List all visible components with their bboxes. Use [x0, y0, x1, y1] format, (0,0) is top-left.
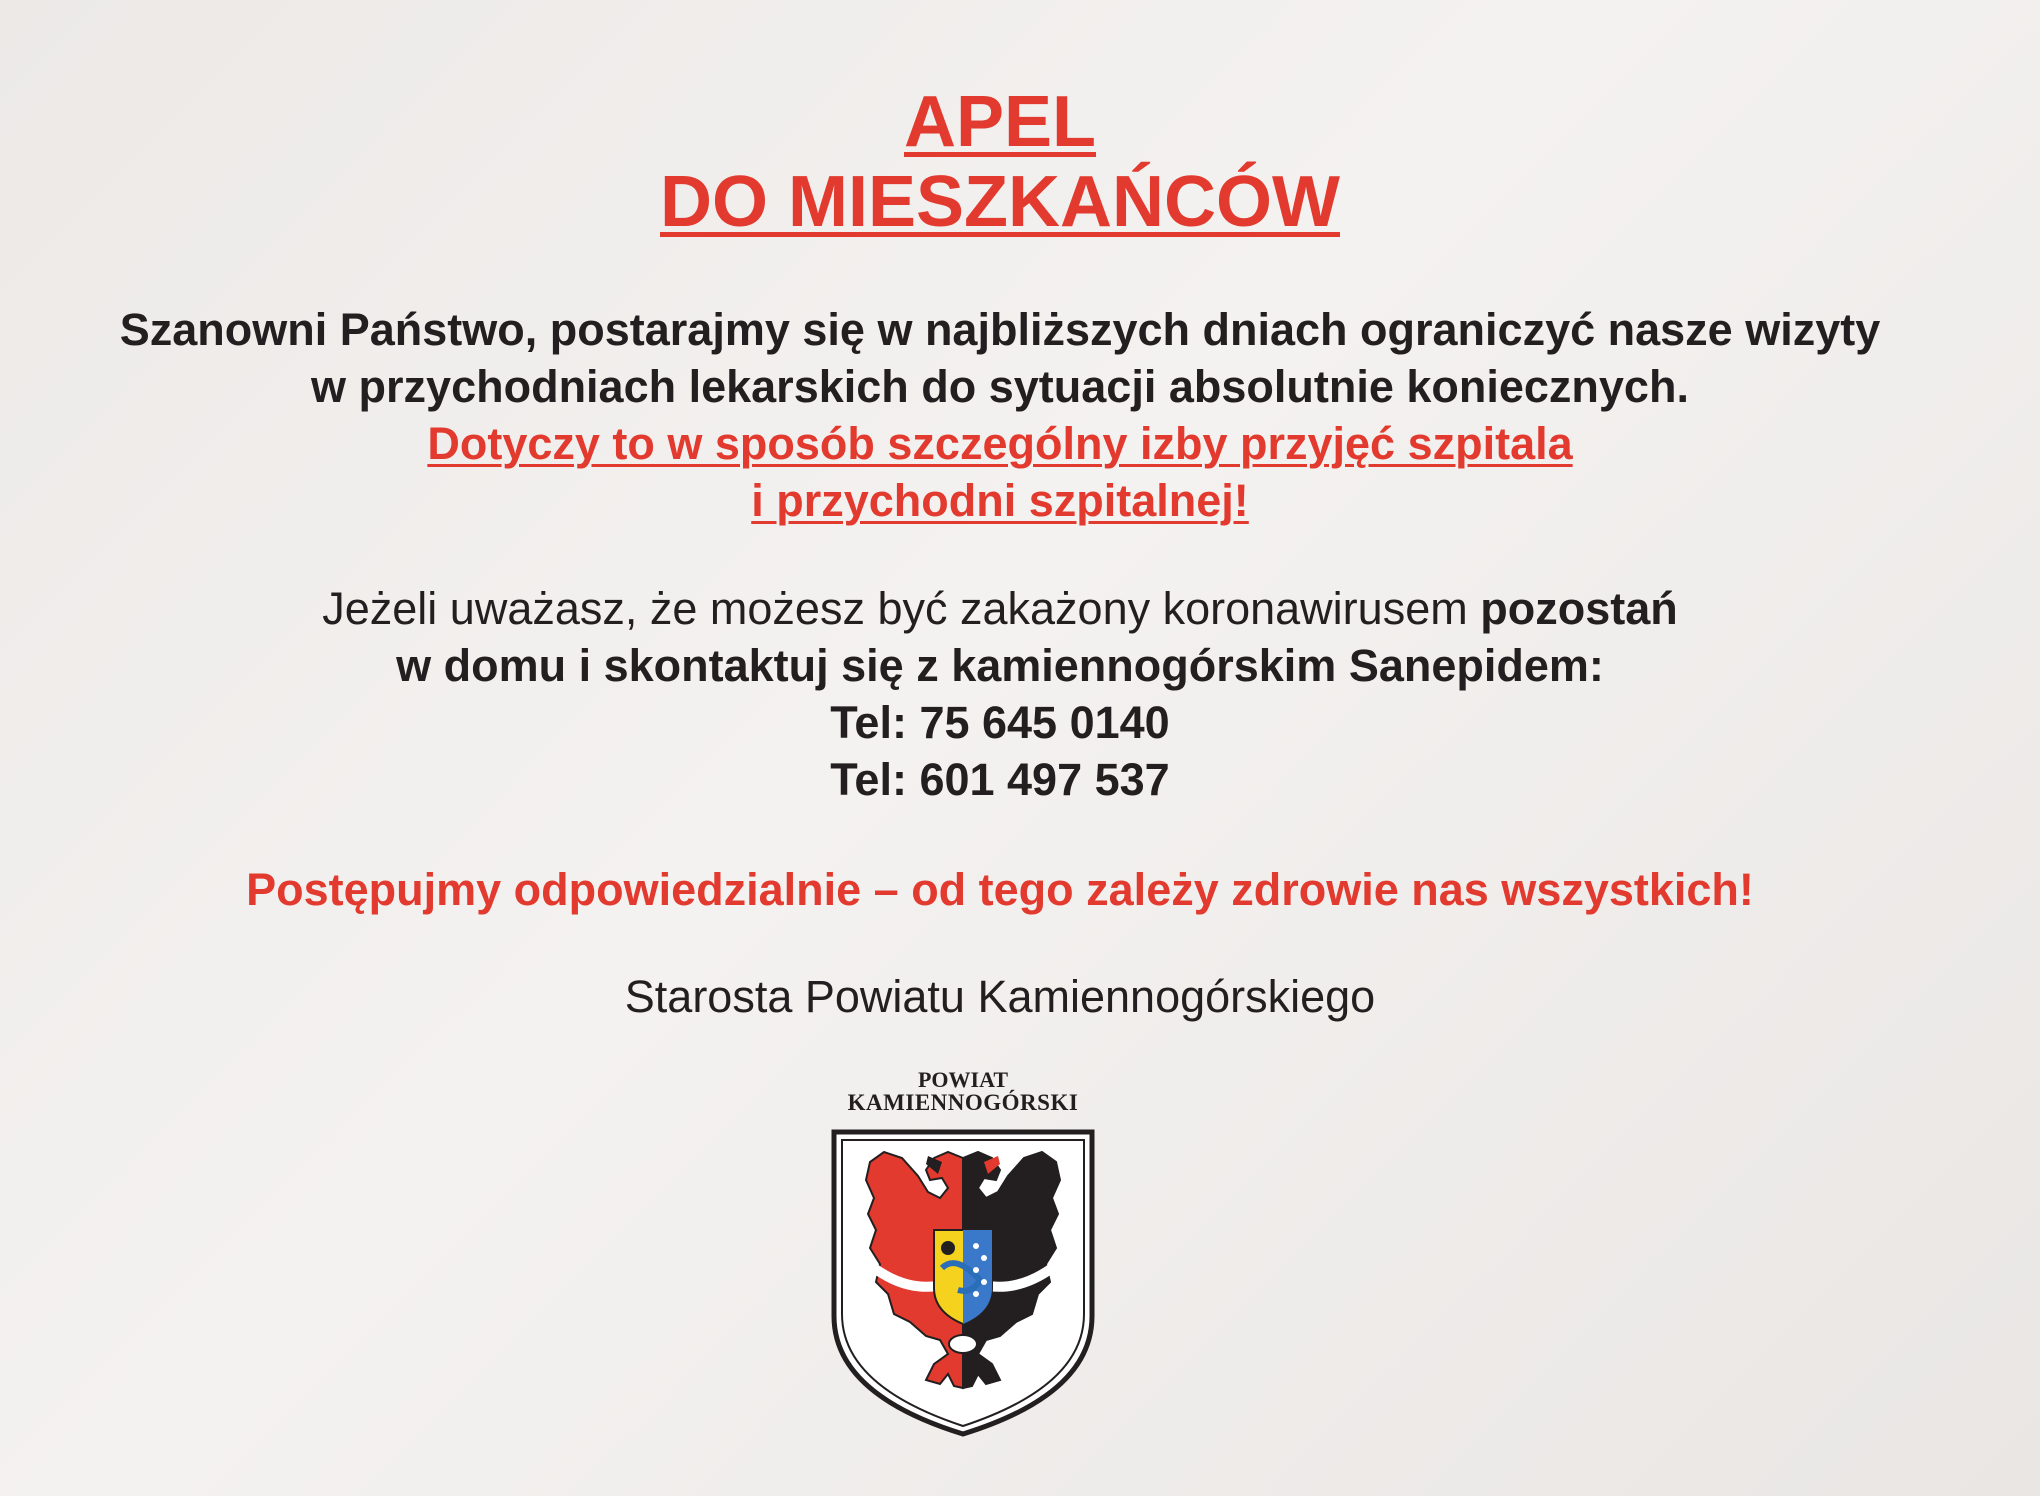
- title-line-1: APEL: [903, 82, 1097, 162]
- phone-number-2: Tel: 601 497 537: [830, 754, 1170, 805]
- contact-line-1-bold: pozostań: [1480, 583, 1678, 634]
- intro-highlight: [0, 415, 2000, 529]
- page-title: [0, 82, 2000, 242]
- signature: Starosta Powiatu Kamiennogórskiego: [624, 971, 1376, 1022]
- crest-caption-line-2: KAMIENNOGÓRSKI: [847, 1090, 1079, 1115]
- crest-ring-icon: [949, 1335, 977, 1353]
- contact-paragraph: [0, 580, 2000, 808]
- contact-line-2: w domu i skontaktuj się z kamiennogórskim Sanepidem:: [396, 640, 1604, 691]
- intro-highlight-line-1: Dotyczy to w sposób szczególny izby przyjęć szpitala: [427, 418, 1573, 469]
- intro-highlight-line-2: i przychodni szpitalnej!: [751, 475, 1249, 526]
- intro-line-1: Szanowni Państwo, postarajmy się w najbliższych dniach ograniczyć nasze wizyty: [119, 304, 1881, 355]
- contact-line-1-regular: Jeżeli uważasz, że możesz być zakażony koronawirusem: [322, 583, 1468, 634]
- central-escutcheon-icon: [934, 1230, 992, 1324]
- appeal-text: Postępujmy odpowiedzialnie – od tego zależy zdrowie nas wszystkich!: [246, 864, 1754, 915]
- intro-paragraph: [0, 301, 2000, 415]
- crest-shield-icon: [830, 1118, 1096, 1438]
- coat-of-arms: [830, 1068, 1096, 1438]
- intro-line-2: w przychodniach lekarskich do sytuacji absolutnie koniecznych.: [311, 361, 1689, 412]
- title-line-2: DO MIESZKAŃCÓW: [660, 162, 1340, 242]
- phone-number-1: Tel: 75 645 0140: [830, 697, 1170, 748]
- crest-caption-line-1: POWIAT: [917, 1067, 1009, 1092]
